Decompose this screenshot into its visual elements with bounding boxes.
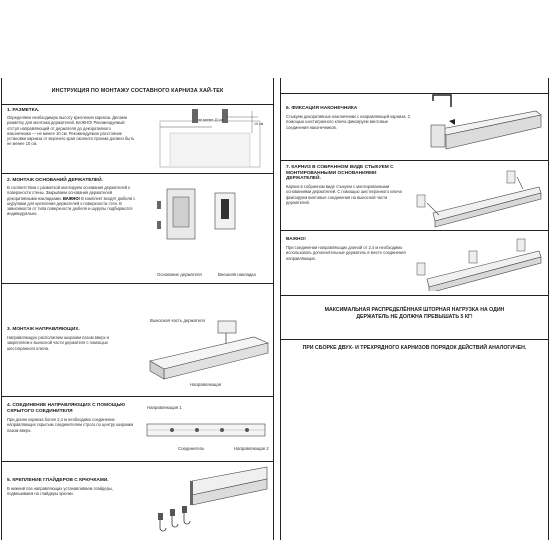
rail2-label: Направляющая 2 — [234, 446, 269, 451]
gliders-illustration — [152, 463, 272, 539]
dimension-label: не менее 10 см — [198, 118, 224, 122]
connector-illustration — [142, 416, 272, 446]
extra-holder-illustration — [413, 235, 545, 291]
end-cap-illustration — [421, 93, 546, 159]
assembly-note: ПРИ СБОРКЕ ДВУХ- И ТРЕХРЯДНОГО КАРНИЗОВ ПОРЯДОК ДЕЙСТВИЙ АНАЛОГИЧЕН. — [302, 345, 527, 351]
section-gliders — [2, 461, 273, 540]
rail-mount-illustration — [142, 291, 272, 391]
section-text: Определяем необходимую высоту крепления карниза. Делаем разметку для монтажа держателей. ВАЖНО! Рекомендуемый отступ направляющей от держателя до декоративного наконечника — не менее 10 см. Рекомендуемое расстояние установки карниза от верхнего края оконного проема должно быть не менее 10 см. — [7, 115, 135, 147]
left-column — [1, 78, 274, 540]
section-title: 1. РАЗМЕТКА. — [7, 108, 40, 113]
section-title: 4. СОЕДИНЕНИЕ НАПРАВЛЯЮЩИХ С ПОМОЩЬЮ СКРЫТОГО СОЕДИНИТЕЛЯ — [7, 403, 126, 414]
section-title: 7. КАРНИЗ В СОБРАННОМ ВИДЕ СТЫКУЕМ С МОНТИРОВАННЫМИ ОСНОВАНИЯМИ ДЕРЖАТЕЛЕЙ. — [286, 165, 394, 182]
marking-illustration — [152, 107, 270, 171]
section-title: 3. МОНТАЖ НАПРАВЛЯЮЩИХ. — [7, 327, 80, 332]
section-title: 2. МОНТАЖ ОСНОВАНИЙ ДЕРЖАТЕЛЕЙ. — [7, 178, 103, 183]
section-text: В соответствии с разметкой монтируем основания держателей к поверхности стены. Закрываем основания держателей декоративными накладками. ВАЖНО! В комплект входят дюбели с шурупами для крепления держателей к поверхности стен. В зависимости от типа поверхности дюбеля и шурупы подбираются индивидуально. — [7, 185, 136, 217]
section-title: 6. ФИКСАЦИЯ НАКОНЕЧНИКА — [286, 106, 358, 111]
base-mount-illustration — [147, 179, 272, 271]
rail1-label: Направляющая 1 — [147, 405, 182, 410]
section-title: ВАЖНО! — [286, 237, 306, 242]
section-title: 5. КРЕПЛЕНИЕ ГЛАЙДЕРОВ С КРЮЧКАМИ. — [7, 478, 109, 483]
section-text: Стыкуем декоративные наконечники с направляющей карниза. С помощью шестигранного ключа фиксируем винтовые соединения наконечников. — [286, 114, 411, 130]
section-text: При соединении направляющих длиной от 2,4 м необходимо использовать дополнительные держатель в месте соединения направляющих. — [286, 245, 406, 261]
max-load-note: МАКСИМАЛЬНАЯ РАСПРЕДЕЛЁННАЯ ШТОРНАЯ НАГРУЗКА НА ОДИН ДЕРЖАТЕЛЬ НЕ ДОЛЖНА ПРЕВЫШАТЬ 5 КГ! — [324, 307, 505, 320]
overlay-label: Внешняя накладка — [218, 272, 256, 277]
base-label: Основание держателя — [157, 272, 202, 277]
section-text: При длине карниза более 2,4 м необходимо соединение направляющих скрытым соединителем строго по центру широким пазом вверх. — [7, 417, 134, 433]
right-column — [280, 78, 549, 540]
section-end-cap — [281, 93, 548, 161]
section-connector — [2, 396, 273, 462]
page-title: ИНСТРУКЦИЯ ПО МОНТАЖУ СОСТАВНОГО КАРНИЗА ХАЙ-ТЕК — [2, 78, 273, 105]
section-base-mount — [2, 173, 273, 284]
section-assembled — [281, 160, 548, 231]
section-assembly-note — [281, 339, 548, 540]
section-text: В нижний паз направляющих устанавливаем глайдеры, подвешиваем на глайдеры крючки. — [7, 486, 113, 497]
section-rail-mount — [2, 283, 273, 397]
rail-label: Направляющая — [190, 382, 222, 387]
connector-label: Соединитель — [178, 446, 205, 451]
dimension-label: 10 см — [254, 122, 264, 126]
header-band — [281, 78, 548, 94]
section-marking — [2, 104, 273, 174]
holder-label: Выносная часть держателя — [150, 318, 205, 323]
section-important — [281, 230, 548, 296]
assembled-illustration — [413, 163, 545, 229]
section-text: Направляющую располагаем широким пазом вверх и закрепляем к выносной части держателя с помощью шестигранного ключа. — [7, 335, 109, 351]
section-notes — [281, 295, 548, 340]
section-text: Карниз в собранном виде стыкуем с монтированными основаниями держателей. С помощью шестигранного ключа фиксируем винтовые соединения на выносной части держателей. — [286, 184, 402, 205]
